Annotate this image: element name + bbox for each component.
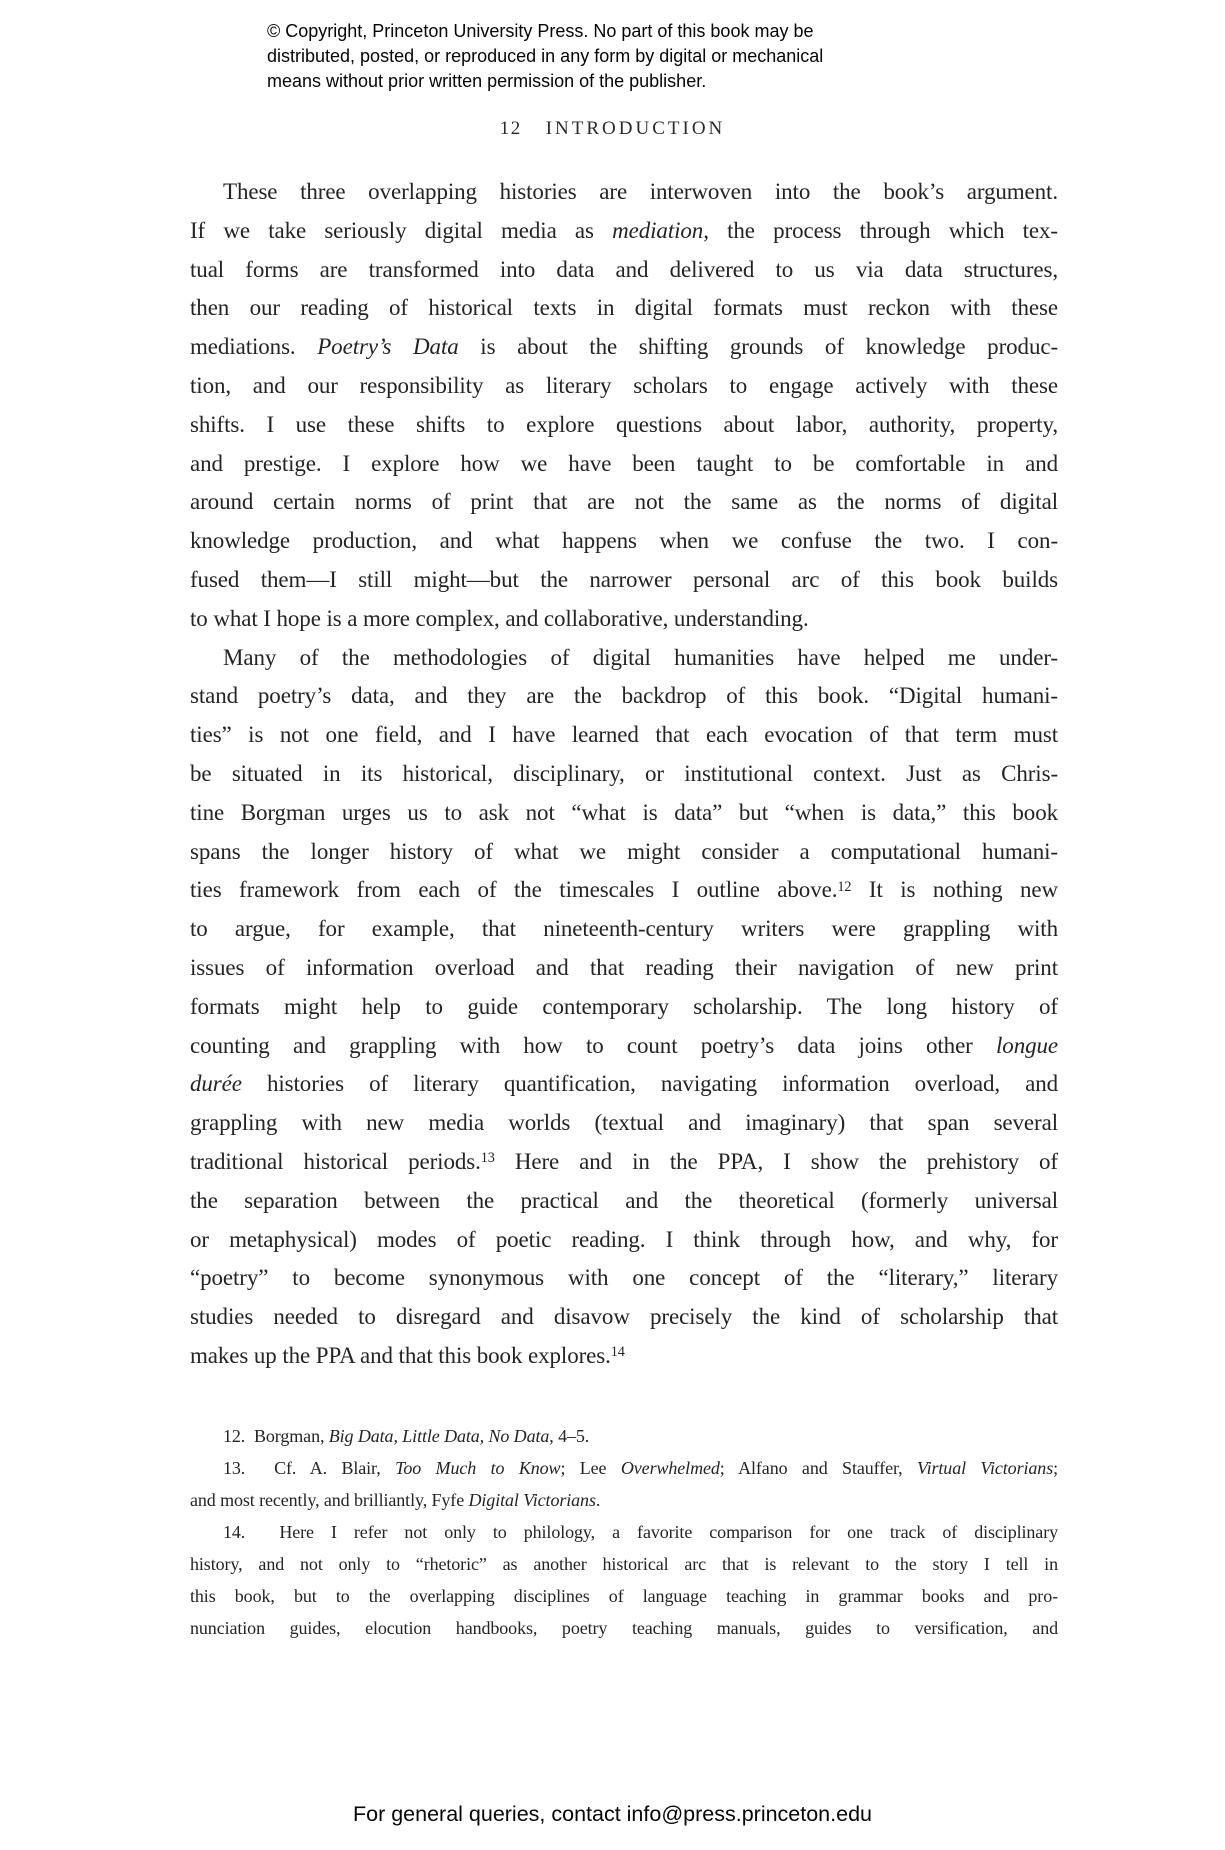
text-line (190, 1548, 1058, 1580)
text-segment: Virtual Victorians (917, 1458, 1054, 1478)
text-line (190, 1221, 1058, 1260)
running-header (0, 119, 1225, 139)
text-line (190, 1065, 1058, 1104)
copyright-line-2: distributed, posted, or reproduced in any form by digital or mechanical (267, 46, 824, 66)
text-segment: shifts. I use these shifts to explore questions about labor, authority, property, (190, 411, 1058, 437)
text-segment: These three overlapping histories are interwoven into the book’s argument. (223, 179, 1058, 204)
text-line (190, 949, 1058, 988)
copyright-line-1: © Copyright, Princeton University Press. No part of this book may be (267, 21, 814, 41)
text-line (190, 483, 1058, 522)
text-segment: traditional historical periods. (190, 1148, 481, 1174)
text-segment: then our reading of historical texts in digital formats must reckon with these (190, 295, 1058, 321)
text-line (190, 1298, 1058, 1337)
text-segment: tine Borgman urges us to ask not “what is data” but “when is data,” this book (190, 799, 1058, 825)
text-line (190, 1259, 1058, 1298)
body-text (190, 173, 1058, 1376)
text-line (190, 755, 1058, 794)
footer-contact-text: For general queries, contact info@press.princeton.edu (352, 1802, 872, 1826)
text-line (190, 677, 1058, 716)
text-segment: this book, but to the overlapping disciplines of language teaching in grammar books and pro- (190, 1586, 1058, 1606)
text-segment: tual forms are transformed into data and delivered to us via data structures, (190, 256, 1058, 282)
page-number: 12 (499, 118, 522, 139)
text-segment: ; Lee (560, 1458, 621, 1478)
text-segment: knowledge production, and what happens when we confuse the two. I con- (190, 528, 1058, 554)
text-line (190, 1612, 1058, 1644)
text-line (190, 1580, 1058, 1612)
text-line (190, 561, 1058, 600)
text-segment: issues of information overload and that reading their navigation of new print (190, 954, 1058, 980)
text-line (190, 173, 1058, 212)
text-line (190, 251, 1058, 290)
text-segment: the process through which tex- (708, 217, 1058, 243)
text-line (190, 600, 1058, 639)
text-segment: longue (996, 1032, 1058, 1058)
text-line (190, 1337, 1058, 1376)
text-segment: history, and not only to “rhetoric” as another historical arc that is relevant to the story I tell in (190, 1554, 1058, 1574)
text-segment: to what I hope is a more complex, and collaborative, understanding. (190, 605, 809, 631)
text-line (190, 910, 1058, 949)
text-segment: , 4–5. (549, 1426, 590, 1446)
text-segment: If we take seriously digital media as (190, 217, 613, 243)
text-segment: nunciation guides, elocution handbooks, poetry teaching manuals, guides to versification, and (190, 1618, 1058, 1638)
footnote-13 (190, 1452, 1058, 1516)
text-segment: is about the shifting grounds of knowledge produc- (458, 334, 1059, 360)
text-line (190, 639, 1058, 678)
footnote-14 (190, 1516, 1058, 1644)
text-line (190, 289, 1058, 328)
text-line (190, 445, 1058, 484)
text-segment: around certain norms of print that are not the same as the norms of digital (190, 489, 1058, 515)
text-segment: to argue, for example, that nineteenth-century writers were grappling with (190, 916, 1058, 942)
text-segment: and prestige. I explore how we have been taught to be comfortable in and (190, 450, 1058, 476)
text-line (190, 328, 1058, 367)
text-segment: makes up the PPA and that this book explores. (190, 1342, 611, 1368)
text-segment: ; (1053, 1458, 1059, 1478)
text-segment: “poetry” to become synonymous with one concept of the “literary,” literary (190, 1265, 1058, 1291)
text-segment: mediation, (612, 217, 709, 243)
text-line (190, 1452, 1058, 1484)
text-segment: 13. Cf. A. Blair, (223, 1458, 396, 1478)
text-line (190, 1420, 1058, 1452)
text-segment: tion, and our responsibility as literary scholars to engage actively with these (190, 372, 1058, 398)
footnote-reference: 13 (480, 1150, 495, 1167)
text-line (190, 1027, 1058, 1066)
paragraph (190, 639, 1058, 1376)
text-segment: Many of the methodologies of digital humanities have helped me under- (223, 644, 1058, 670)
footnotes (190, 1420, 1058, 1644)
text-line (190, 1104, 1058, 1143)
text-segment: formats might help to guide contemporary scholarship. The long history of (190, 993, 1058, 1019)
text-segment: ; Alfano and Stauffer, (719, 1458, 918, 1478)
text-segment: Too Much to Know (395, 1458, 561, 1478)
text-segment: Poetry’s Data (317, 334, 459, 360)
copyright-notice (267, 19, 823, 94)
text-line (190, 833, 1058, 872)
text-segment: . (595, 1490, 601, 1510)
running-title: INTRODUCTION (545, 118, 726, 139)
footnote-12 (190, 1420, 1058, 1452)
text-segment: Digital Victorians (468, 1490, 596, 1510)
text-segment: histories of literary quantification, navigating information overload, and (241, 1071, 1058, 1097)
text-segment: mediations. (190, 334, 318, 360)
paragraph (190, 173, 1058, 639)
text-line (190, 1484, 1058, 1516)
text-line (190, 1143, 1058, 1182)
footnote-reference: 14 (610, 1344, 625, 1361)
text-line (190, 212, 1058, 251)
text-segment: the separation between the practical and the theoretical (formerly universal (190, 1187, 1058, 1213)
page-footer (0, 1801, 1225, 1827)
text-line (190, 1182, 1058, 1221)
text-segment: studies needed to disregard and disavow precisely the kind of scholarship that (190, 1304, 1058, 1330)
text-segment: spans the longer history of what we might consider a computational humani- (190, 838, 1058, 864)
text-segment: ties framework from each of the timescales I outline above. (190, 877, 838, 903)
text-segment: Big Data, Little Data, No Data (328, 1426, 550, 1446)
text-segment: and most recently, and brilliantly, Fyfe (190, 1490, 469, 1510)
text-segment: durée (190, 1071, 242, 1097)
text-segment: Here and in the PPA, I show the prehistory of (494, 1148, 1058, 1174)
text-segment: counting and grappling with how to count poetry’s data joins other (190, 1032, 996, 1058)
text-segment: stand poetry’s data, and they are the backdrop of this book. “Digital humani- (190, 683, 1058, 709)
text-segment: be situated in its historical, disciplinary, or institutional context. Just as Chris- (190, 760, 1058, 786)
text-segment: 14. Here I refer not only to philology, a favorite comparison for one track of disciplinary (223, 1522, 1058, 1542)
text-line (190, 1516, 1058, 1548)
text-segment: Overwhelmed (620, 1458, 720, 1478)
text-line (190, 988, 1058, 1027)
text-segment: ties” is not one field, and I have learned that each evocation of that term must (190, 722, 1058, 748)
copyright-line-3: means without prior written permission of the publisher. (267, 71, 707, 91)
text-line (190, 794, 1058, 833)
text-segment: 12. Borgman, (223, 1426, 329, 1446)
text-line (190, 406, 1058, 445)
text-segment: grappling with new media worlds (textual and imaginary) that span several (190, 1110, 1058, 1136)
text-line (190, 367, 1058, 406)
text-segment: fused them—I still might—but the narrower personal arc of this book builds (190, 566, 1058, 592)
text-line (190, 716, 1058, 755)
text-line (190, 871, 1058, 910)
footnote-reference: 12 (837, 878, 852, 895)
text-segment: or metaphysical) modes of poetic reading. I think through how, and why, for (190, 1226, 1058, 1252)
text-line (190, 522, 1058, 561)
text-segment: It is nothing new (851, 877, 1058, 903)
